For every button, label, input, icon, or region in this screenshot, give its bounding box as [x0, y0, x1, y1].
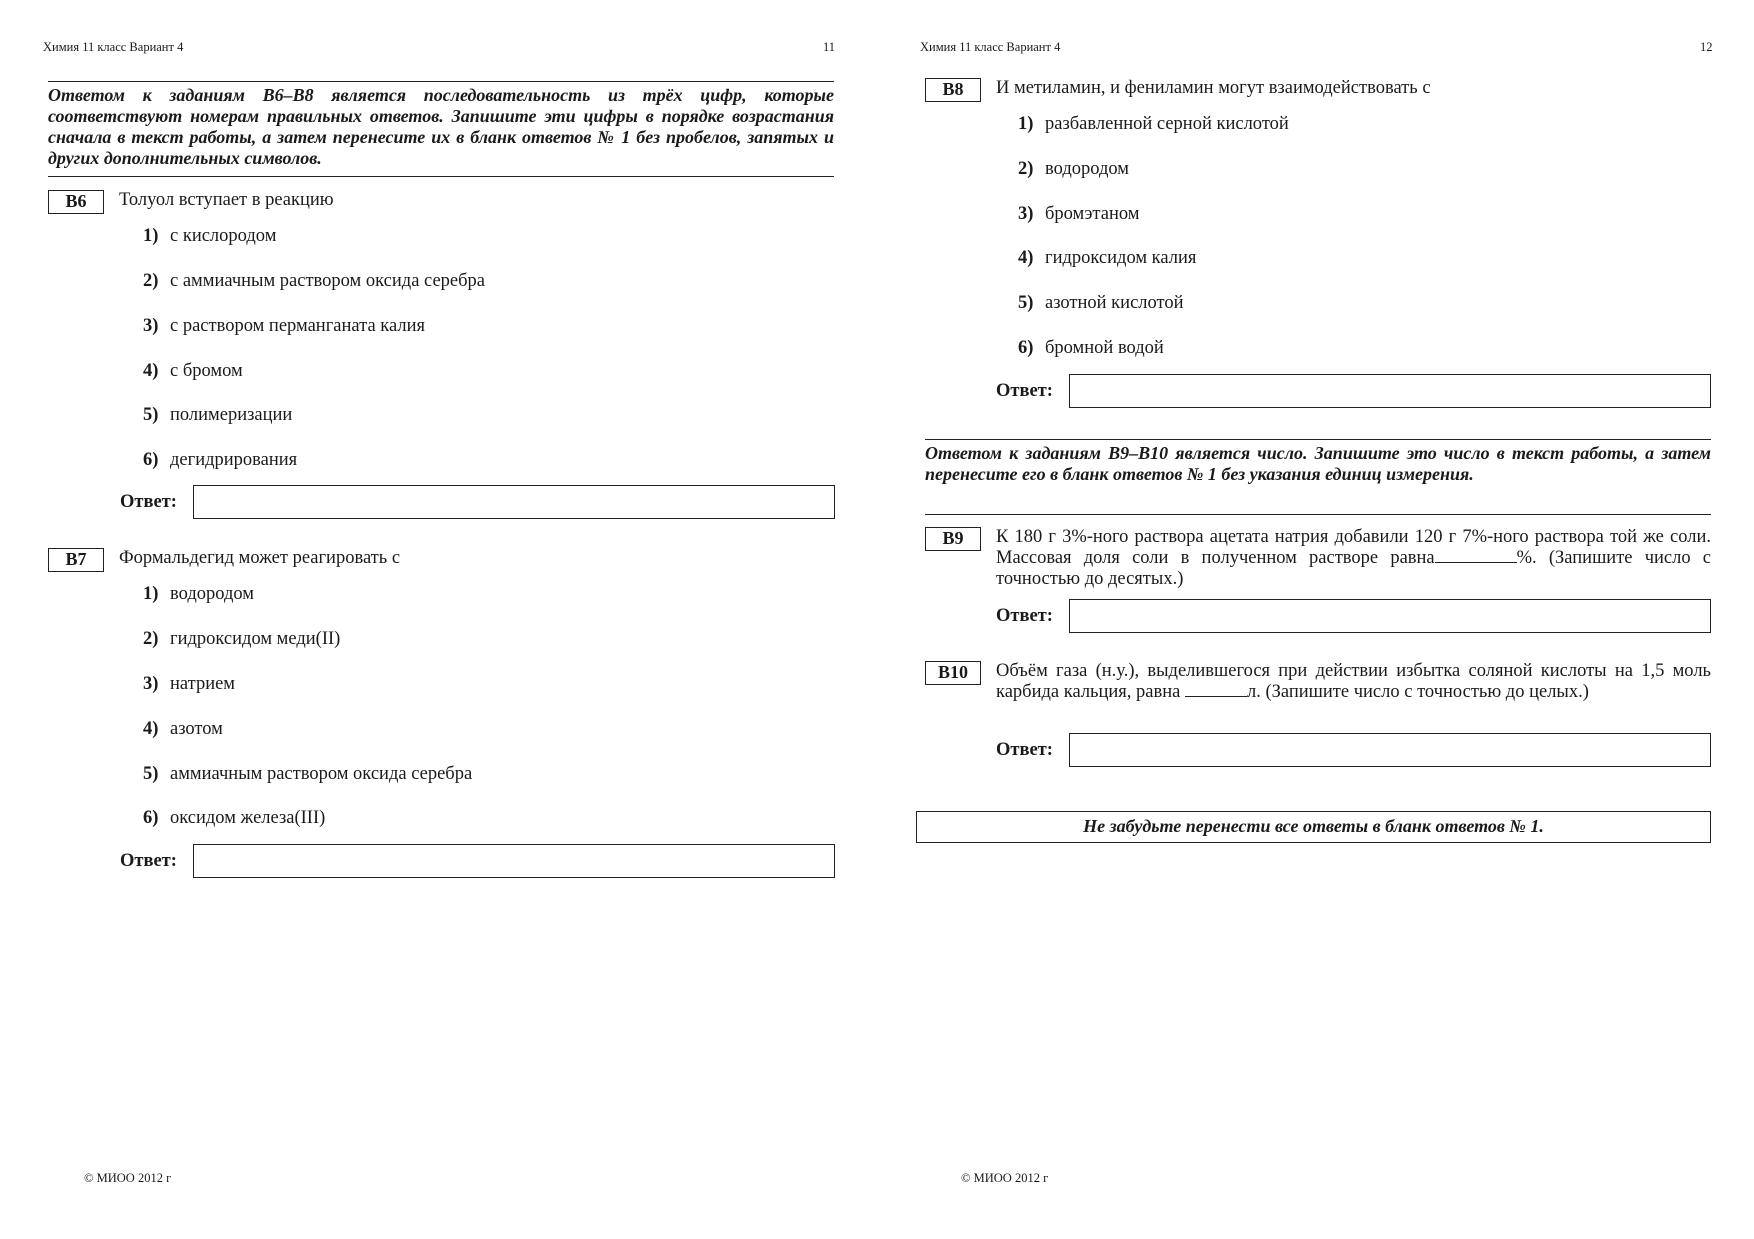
page-number: 11: [823, 40, 836, 54]
option-b7-5: 5) аммиачным раствором оксида серебра: [143, 764, 473, 784]
answer-box-b8[interactable]: [1069, 374, 1711, 408]
option-b8-6: 6) бромной водой: [1018, 338, 1164, 358]
answer-box-b7[interactable]: [193, 844, 835, 878]
task-code-b9: В9: [925, 527, 981, 551]
page-header: Химия 11 класс Вариант 4: [920, 40, 1061, 54]
option-b8-1: 1) разбавленной серной кислотой: [1018, 114, 1289, 134]
option-b8-5: 5) азотной кислотой: [1018, 293, 1184, 313]
answer-box-b6[interactable]: [193, 485, 835, 519]
option-b8-4: 4) гидроксидом калия: [1018, 248, 1197, 268]
reminder-banner: Не забудьте перенести все ответы в бланк ответов № 1.: [916, 811, 1711, 843]
instruction-b6-b8: Ответом к заданиям В6–В8 является последовательность из трёх цифр, которые соответствуют номерам правильных ответов. Запишите эти цифры в порядке возрастания сначала в текст работы, а затем перенесите их в бланк ответов № 1 без пробелов, запятых и других дополнительных символов.: [48, 81, 834, 177]
task-code-b10: В10: [925, 661, 981, 685]
task-question-b8: И метиламин, и фениламин могут взаимодействовать с: [996, 78, 1431, 98]
option-b6-6: 6) дегидрирования: [143, 450, 298, 470]
task-question-b10: Объём газа (н.у.), выделившегося при действии избытка соляной кислоты на 1,5 моль карбида кальция, равна л. (Запишите число с точностью до целых.): [996, 661, 1711, 702]
page-footer: © МИОО 2012 г: [84, 1171, 172, 1185]
task-question-b7: Формальдегид может реагировать с: [119, 548, 401, 568]
option-b8-2: 2) водородом: [1018, 159, 1129, 179]
task-code-b6: В6: [48, 190, 104, 214]
option-b7-3: 3) натрием: [143, 674, 236, 694]
task-code-b8: В8: [925, 78, 981, 102]
answer-blank-b10: [1185, 682, 1247, 697]
option-b6-3: 3) с раствором перманганата калия: [143, 316, 426, 336]
page-number: 12: [1700, 40, 1713, 54]
answer-label-b7: Ответ:: [120, 851, 177, 871]
option-b7-6: 6) оксидом железа(III): [143, 808, 326, 828]
option-b7-1: 1) водородом: [143, 584, 254, 604]
task-question-b6: Толуол вступает в реакцию: [119, 190, 334, 210]
answer-box-b10[interactable]: [1069, 733, 1711, 767]
answer-label-b6: Ответ:: [120, 492, 177, 512]
option-b7-2: 2) гидроксидом меди(II): [143, 629, 341, 649]
option-b6-5: 5) полимеризации: [143, 405, 293, 425]
right-page: [877, 0, 1754, 1239]
option-b6-2: 2) с аммиачным раствором оксида серебра: [143, 271, 486, 291]
answer-label-b9: Ответ:: [996, 606, 1053, 626]
answer-box-b9[interactable]: [1069, 599, 1711, 633]
answer-blank-b9: [1435, 548, 1517, 563]
page-footer: © МИОО 2012 г: [961, 1171, 1049, 1185]
task-question-b9: К 180 г 3%-ного раствора ацетата натрия добавили 120 г 7%-ного раствора той же соли. Массовая доля соли в полученном растворе равна %. (Запишите число с точностью до десятых.): [996, 527, 1711, 589]
option-b6-1: 1) с кислородом: [143, 226, 277, 246]
option-b6-4: 4) с бромом: [143, 361, 243, 381]
page-header: Химия 11 класс Вариант 4: [43, 40, 184, 54]
instruction-b9-b10: Ответом к заданиям В9–В10 является число. Запишите это число в текст работы, а затем перенесите его в бланк ответов № 1 без указания единиц измерения.: [925, 439, 1711, 515]
task-code-b7: В7: [48, 548, 104, 572]
answer-label-b10: Ответ:: [996, 740, 1053, 760]
option-b8-3: 3) бромэтаном: [1018, 204, 1140, 224]
answer-label-b8: Ответ:: [996, 381, 1053, 401]
option-b7-4: 4) азотом: [143, 719, 223, 739]
